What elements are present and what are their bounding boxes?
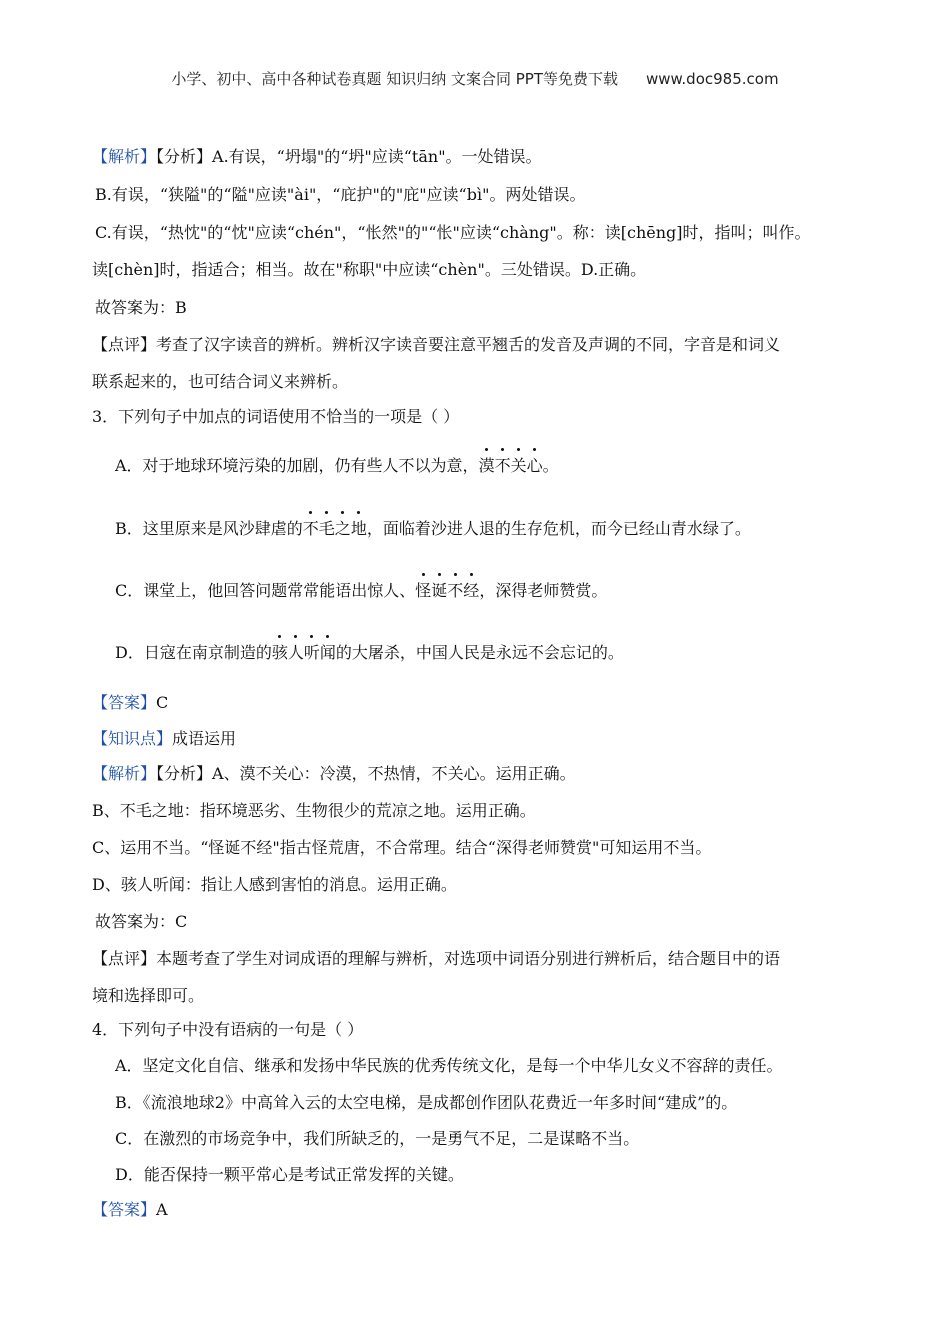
emphasized-word [272, 642, 336, 664]
option-text: D．日寇在南京制造的 [115, 643, 272, 662]
q4-answer [92, 1199, 168, 1221]
dotted-char: 关 [510, 456, 527, 475]
dotted-char: 不 [302, 519, 319, 538]
q2-line-c1: C.有误，“热忱"的“忱"应读“chén"，“怅然"的"“怅"应读“chàng"。称：读[chēng]时，指叫；叫作。 [95, 223, 811, 242]
comment-text: 考查了汉字读音的辨析。辨析汉字读音要注意平翘舌的发音及声调的不同，字音是和词义 [156, 335, 781, 354]
dotted-char: 闻 [319, 643, 336, 662]
option-text: ，面临着沙进人退的生存危机，而今已经山青水绿了。 [366, 519, 751, 538]
dotted-char: 心 [526, 456, 543, 475]
option-text: 的大屠杀，中国人民是永远不会忘记的。 [335, 643, 624, 662]
q4-stem: 4．下列句子中没有语病的一句是（ ） [92, 1020, 364, 1039]
analysis-text: 【分析】A、漠不关心：冷漠，不热情，不关心。运用正确。 [156, 764, 576, 783]
q3-comment-2: 境和选择即可。 [92, 986, 205, 1005]
dotted-char: 经 [463, 581, 480, 600]
q4-option-b: B．《流浪地球2》中高耸入云的太空电梯，是成都创作团队花费近一年多时间“建成”的。 [115, 1093, 738, 1112]
emphasized-word [303, 518, 367, 540]
q3-analysis [92, 763, 576, 785]
option-text: B．这里原来是风沙肆虐的 [115, 519, 303, 538]
emphasized-word [415, 580, 479, 602]
q2-answer: 故答案为：B [95, 298, 187, 317]
dotted-char: 毛 [318, 519, 335, 538]
option-text: ，深得老师赞赏。 [479, 581, 608, 600]
page-header [0, 68, 950, 89]
q2-comment-2: 联系起来的，也可结合词义来辨析。 [92, 372, 349, 391]
q3-stem: 3．下列句子中加点的词语使用不恰当的一项是（ ） [92, 407, 460, 426]
knowledge-text: 成语运用 [172, 729, 237, 748]
q3-analysis-b: B、不毛之地：指环境恶劣、生物很少的荒凉之地。运用正确。 [92, 801, 536, 820]
header-text: 小学、初中、高中各种试卷真题 知识归纳 文案合同 PPT等免费下载 [171, 70, 618, 88]
dotted-char: 不 [447, 581, 464, 600]
dotted-char: 地 [350, 519, 367, 538]
dotted-char: 之 [334, 519, 351, 538]
option-text: 。 [542, 456, 559, 475]
analysis-text: 【分析】A.有误，“坍塌"的“坍"应读“tān"。一处错误。 [156, 147, 542, 166]
q3-answer [92, 692, 168, 714]
dotted-char: 诞 [431, 581, 448, 600]
q2-line-c2: 读[chèn]时，指适合；相当。故在"称职"中应读“chèn"。三处错误。D.正确。 [92, 260, 647, 279]
dotted-char: 漠 [478, 456, 495, 475]
emphasized-word [479, 455, 543, 477]
dotted-char: 听 [303, 643, 320, 662]
header-site-link[interactable]: www.doc985.com [645, 70, 779, 88]
comment-tag: 【点评】 [92, 335, 157, 354]
q3-option-a [115, 455, 559, 477]
dotted-char: 怪 [415, 581, 432, 600]
q4-option-c: C．在激烈的市场竞争中，我们所缺乏的，一是勇气不足，二是谋略不当。 [115, 1129, 640, 1148]
answer-tag: 【答案】 [92, 1200, 157, 1219]
answer-value: A [156, 1200, 168, 1219]
dotted-char: 骇 [271, 643, 288, 662]
analysis-tag: 【解析】 [92, 764, 157, 783]
answer-value: C [156, 693, 169, 712]
q2-comment [92, 334, 780, 356]
answer-tag: 【答案】 [92, 693, 157, 712]
q4-option-a: A．坚定文化自信、继承和发扬中华民族的优秀传统文化，是每一个中华儿女义不容辞的责任。 [115, 1056, 783, 1075]
option-text: C．课堂上，他回答问题常常能语出惊人、 [115, 581, 416, 600]
knowledge-tag: 【知识点】 [92, 729, 173, 748]
q2-analysis [92, 146, 542, 168]
q3-option-d [115, 642, 624, 664]
comment-text: 本题考查了学生对词成语的理解与辨析，对选项中词语分别进行辨析后，结合题目中的语 [156, 949, 781, 968]
q4-option-d: D．能否保持一颗平常心是考试正常发挥的关键。 [115, 1165, 464, 1184]
dotted-char: 不 [494, 456, 511, 475]
q3-option-c [115, 580, 607, 602]
q2-line-b: B.有误，“狭隘"的“隘"应读"ài"，“庇护"的"庇"应读“bì"。两处错误。 [95, 185, 586, 204]
q3-comment [92, 948, 780, 970]
analysis-tag: 【解析】 [92, 147, 157, 166]
q3-final-answer: 故答案为：C [95, 912, 188, 931]
dotted-char: 人 [287, 643, 304, 662]
option-text: A．对于地球环境污染的加剧，仍有些人不以为意， [115, 456, 479, 475]
comment-tag: 【点评】 [92, 949, 157, 968]
q3-knowledge-point [92, 728, 236, 750]
q3-analysis-d: D、骇人听闻：指让人感到害怕的消息。运用正确。 [92, 875, 457, 894]
q3-analysis-c: C、运用不当。“怪诞不经"指古怪荒唐，不合常理。结合“深得老师赞赏"可知运用不当。 [92, 838, 712, 857]
q3-option-b [115, 518, 751, 540]
